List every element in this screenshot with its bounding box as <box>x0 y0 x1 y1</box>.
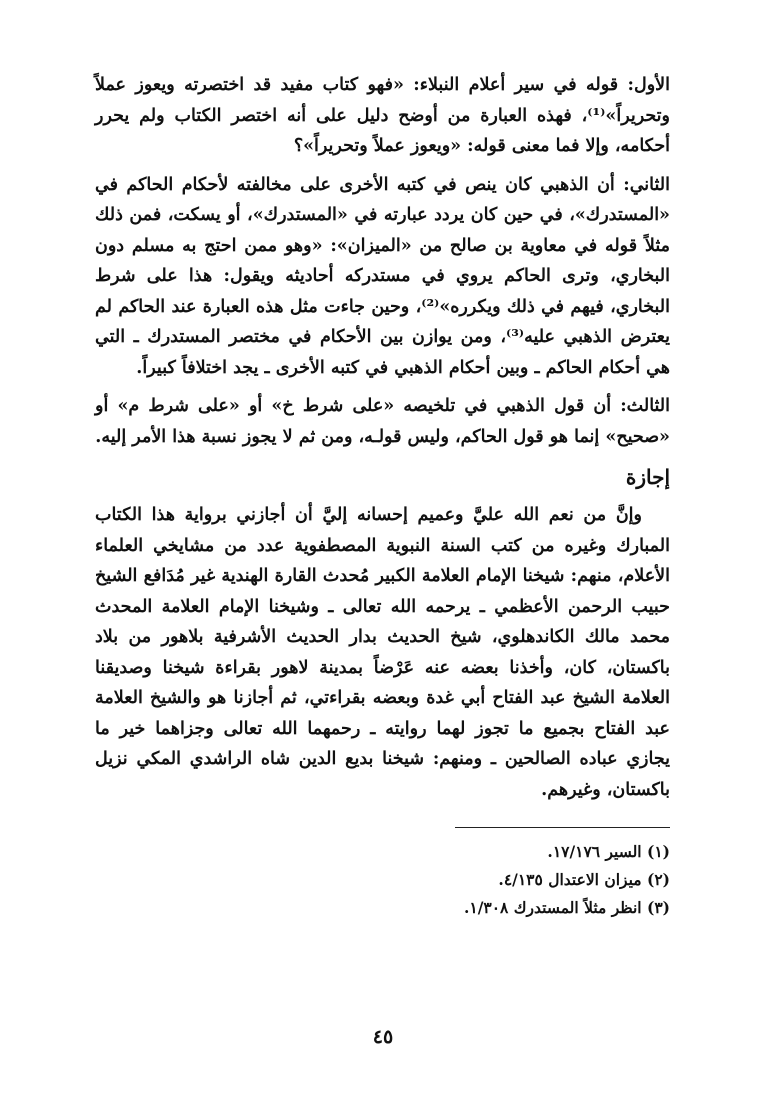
footnote-2: (٢) ميزان الاعتدال ٤/١٣٥. <box>498 870 670 889</box>
document-page <box>95 70 670 1070</box>
footnote-1: (١) السير ١٧/١٧٦. <box>547 842 670 861</box>
paragraph-second: الثاني: أن الذهبي كان ينص في كتبه الأخرى على مخالفته لأحكام الحاكم في «المستدرك»، في حين كان يردد عبارته في «المستدرك»، أو يسكت، فمن ذلك مثلاً قوله في معاوية بن صالح من «الميزان»: «وهو ممن احتج به مسلم دون البخاري، وترى الحاكم يروي في مستدركه أحاديثه ويقول: هذا على شرط البخاري، فيهم في ذلك ويكرره»⁽²⁾، وحين جاءت مثل هذه العبارة عند الحاكم لم يعترض الذهبي عليه⁽³⁾، ومن يوازن بين الأحكام في مختصر المستدرك ـ التي هي أحكام الحاكم ـ وبين أحكام الذهبي في كتبه الأخرى ـ يجد اختلافاً كبيراً. <box>95 174 671 378</box>
section-heading: إجازة <box>625 465 670 489</box>
footnote-3: (٣) انظر مثلاً المستدرك ١/٣٠٨. <box>464 898 670 917</box>
page-number: ٤٥ <box>372 1026 394 1048</box>
paragraph-ijaza: وإنَّ من نعم الله عليَّ وعميم إحسانه إليَّ أن أجازني برواية هذا الكتاب المبارك وغيره من كتب السنة النبوية المصطفوية عدد من مشايخي العلماء الأعلام، منهم: شيخنا الإمام العلامة الكبير مُحدث القارة الهندية غير مُدَافع الشيخ حبيب الرحمن الأعظمي ـ يرحمه الله تعالى ـ وشيخنا الإمام العلامة المحدث محمد مالك الكاندهلوي، شيخ الحديث بدار الحديث الأشرفية بلاهور من بلاد باكستان، كان، وأخذنا بعضه عنه عَرْضاً بمدينة لاهور بقراءة شيخنا وصديقنا العلامة الشيخ عبد الفتاح أبي غدة وبعضه بقراءتي، ثم أجازنا هو والشيخ العلامة عبد الفتاح بجميع ما تجوز لهما روايته ـ رحمهما الله تعالى وجزاهما خير ما يجازي عباده الصالحين ـ ومنهم: شيخنا بديع الدين شاه الراشدي المكي نزيل باكستان، وغيرهم. <box>95 505 670 800</box>
paragraph-third: الثالث: أن قول الذهبي في تلخيصه «على شرط خ» أو «على شرط م» أو «صحيح» إنما هو قول الحاكم، وليس قولـه، ومن ثم لا يجوز نسبة هذا الأمر إليه. <box>95 396 670 447</box>
paragraph-first: الأول: قوله في سير أعلام النبلاء: «فهو كتاب مفيد قد اختصرته ويعوز عملاً وتحريراً»⁽¹⁾، فهذه العبارة من أوضح دليل على أنه اختصر الكتاب ولم يحرر أحكامه، وإلا فما معنى قوله: «ويعوز عملاً وتحريراً»؟ <box>95 75 670 156</box>
footnote-divider <box>455 827 670 828</box>
